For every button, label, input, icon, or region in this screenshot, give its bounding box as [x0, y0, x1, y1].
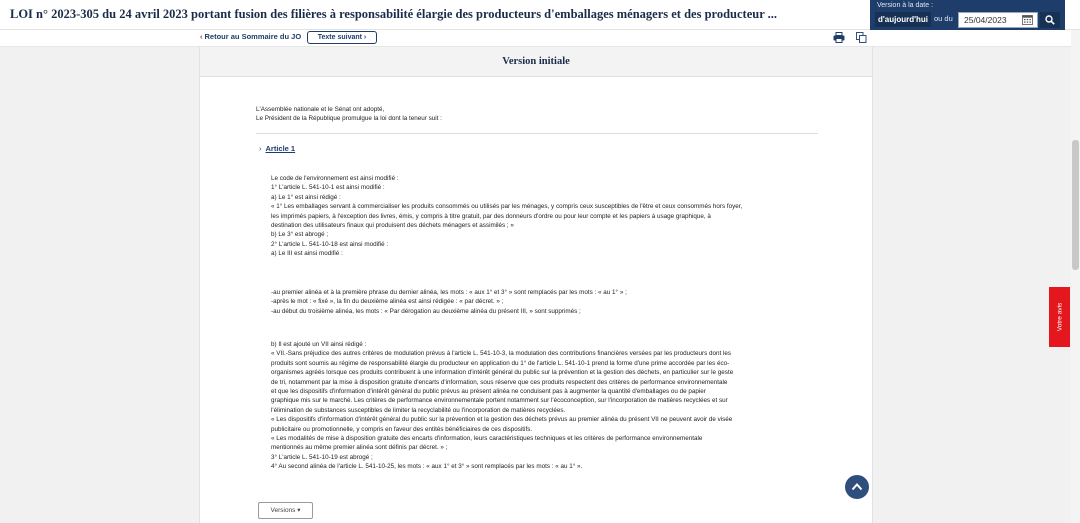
- article-1-link[interactable]: [259, 144, 295, 153]
- preamble-line: Le Président de la République promulgue la loi dont la teneur suit :: [256, 115, 442, 123]
- text-line: 1° L'article L. 541-10-1 est ainsi modifié :: [271, 184, 385, 192]
- scrollbar-thumb[interactable]: [1072, 140, 1079, 270]
- versions-dropdown-button[interactable]: Versions ▾: [258, 502, 313, 519]
- text-line: a) Le 1° est ainsi rédigé :: [271, 193, 341, 201]
- text-line: a) Le III est ainsi modifié :: [271, 250, 343, 258]
- article-label: Article 1: [265, 144, 296, 153]
- back-link-label: Retour au Sommaire du JO: [204, 32, 302, 41]
- text-line: « Les modalités de mise à disposition gratuite des encarts d'information, leurs caractéristiques techniques et les critères de performance environnementale: [271, 435, 703, 443]
- text-line: 3° L'article L. 541-10-19 est abrogé ;: [271, 453, 373, 461]
- text-line: -au premier alinéa et à la première phrase du dernier alinéa, les mots : « aux 1° et 3° » sont remplacés par les mots : « au 1° » ;: [271, 289, 627, 296]
- next-text-button[interactable]: Texte suivant ›: [307, 31, 377, 44]
- today-button[interactable]: d'aujourd'hui: [875, 12, 931, 27]
- text-line: « VII.-Sans préjudice des autres critères de modulation prévus à l'article L. 541-10-3, la modulation des contributions financières versées par les producteurs dont les: [271, 350, 732, 358]
- calendar-icon[interactable]: [1022, 14, 1033, 25]
- text-line: 4° Au second alinéa de l'article L. 541-10-25, les mots : « aux 1° et 3° » sont remplacés par les mots : « au 1° ».: [271, 463, 583, 471]
- article-paragraph-3: [271, 340, 821, 472]
- text-line: les imprimés papiers, à l'exception des livres, émis, y compris à titre gratuit, par des donneurs d'ordre ou pour leur compte et les papiers à usage graphique, à: [271, 212, 711, 220]
- or-label: ou du: [934, 14, 953, 23]
- text-line: -après le mot : « fixé », la fin du deuxième alinéa est ainsi rédigée : « par décret. » ;: [271, 298, 504, 306]
- preamble-line: L'Assemblée nationale et le Sénat ont adopté,: [256, 106, 385, 113]
- text-line: l'élimination de substances susceptibles de limiter la recyclabilité ou l'incorporation de matières recyclées.: [271, 406, 566, 414]
- text-line: destination des utilisateurs finaux qui produisent des déchets ménagers et assimilés ; »: [271, 222, 514, 230]
- scrollbar-track[interactable]: [1071, 30, 1080, 523]
- article-paragraph-2: [271, 288, 821, 316]
- print-icon[interactable]: [833, 32, 845, 43]
- page-title: LOI n° 2023-305 du 24 avril 2023 portant fusion des filières à responsabilité élargie des producteurs d'emballages ménagers et des producteur ...: [10, 7, 778, 21]
- back-arrow-icon: ‹: [200, 32, 203, 41]
- search-button[interactable]: [1040, 12, 1060, 28]
- date-caption: Version à la date :: [877, 2, 934, 9]
- back-to-summary-link[interactable]: [200, 32, 301, 41]
- scroll-to-top-button[interactable]: [845, 475, 869, 499]
- text-line: b) Il est ajouté un VII ainsi rédigé :: [271, 341, 367, 348]
- text-line: 2° L'article L. 541-10-18 est ainsi modifié :: [271, 240, 389, 248]
- preamble: [256, 105, 816, 124]
- article-paragraph-1: [271, 174, 821, 259]
- feedback-tab[interactable]: [1049, 287, 1070, 347]
- text-line: b) Le 3° est abrogé ;: [271, 231, 329, 239]
- text-line: de tri, notamment par la mise à disposition gratuite d'encarts d'information, sous réserve que ces produits respectent des critères de performance environnementale: [271, 378, 728, 386]
- chevron-right-icon: ›: [259, 144, 262, 153]
- text-line: « Les dispositifs d'information d'intérêt général du public sur la prévention et la gestion des déchets prévus au premier alinéa du présent VII ne peuvent avoir de visée: [271, 416, 733, 424]
- feedback-label: Votre avis: [1056, 302, 1063, 332]
- search-icon: [1045, 15, 1055, 25]
- version-date-panel: [870, 0, 1065, 30]
- text-line: organismes agréés lorsque ces produits contribuent à une information d'intérêt général du public sur la prévention et la gestion des déchets, en particulier sur le geste: [271, 369, 734, 377]
- text-line: produits sont soumis au régime de responsabilité élargie du producteur en application du 1° de l'article L. 541-10-1 prend la forme d'une prime accordée par les éco-: [271, 359, 730, 367]
- version-heading: Version initiale: [200, 47, 872, 77]
- text-line: graphique mis sur le marché. Les critères de performance environnementale portent notamment sur l'écoconception, sur l'incorporation de matières recyclées et sur: [271, 397, 728, 405]
- text-line: et que les dispositifs d'information d'intérêt général du public prévus au présent alinéa ne conduisent pas à augmenter la quantité d'emballages ou de papier: [271, 388, 706, 396]
- text-line: -au début du troisième alinéa, les mots : « Par dérogation au deuxième alinéa du présent III, » sont supprimés ;: [271, 307, 581, 315]
- text-line: mentionnés au même premier alinéa sont définis par décret. » ;: [271, 444, 448, 452]
- text-line: « 1° Les emballages servant à commercialiser les produits consommés ou utilisés par les ménages, y compris ceux susceptibles de l'être et ceux consommés hors foyer,: [271, 203, 743, 211]
- text-line: Le code de l'environnement est ainsi modifié :: [271, 175, 399, 182]
- sub-toolbar: [0, 30, 1080, 47]
- divider: [256, 133, 818, 134]
- copy-icon[interactable]: [856, 32, 867, 43]
- arrow-up-icon: [851, 482, 863, 491]
- text-line: publicitaire ou promotionnelle, y compris en faveur des entités bénéficiaires de ces dispositifs.: [271, 425, 533, 433]
- top-header: [0, 0, 1080, 30]
- text-card: [199, 47, 873, 523]
